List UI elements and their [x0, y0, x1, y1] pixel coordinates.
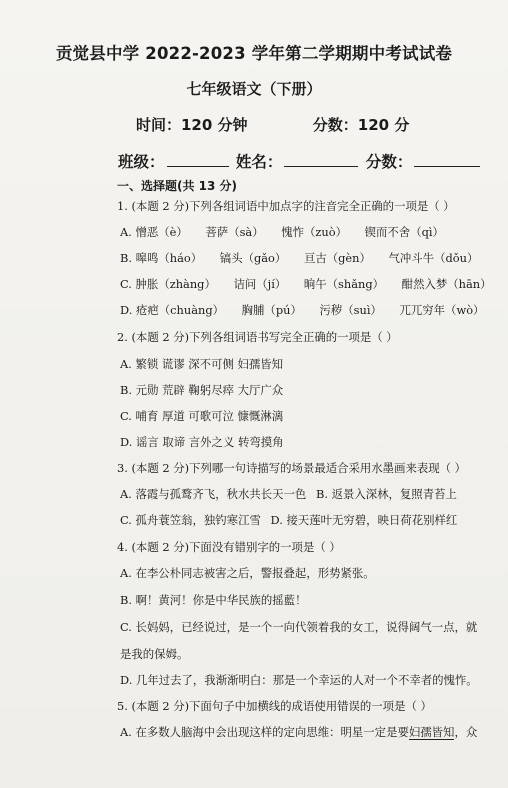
option-a: A. 落霞与孤鹜齐飞，秋水共长天一色: [120, 487, 307, 501]
question-5-option-a: [120, 724, 477, 740]
option-part: 兀兀穷年（wò）: [399, 303, 485, 317]
option-part: 酣然入梦（hān）: [401, 277, 492, 291]
option-part: 镐头（gǎo）: [219, 251, 287, 265]
option-c: C. 孤舟蓑笠翁，独钓寒江雪: [120, 513, 261, 527]
student-info-line: [118, 150, 482, 172]
option-part: C. 肿胀（zhàng）: [120, 277, 216, 291]
name-label: 姓名：: [235, 153, 283, 171]
question-4-option-b: B. 啊！黄河！你是中华民族的摇藍！: [120, 593, 307, 607]
question-2-option-a: A. 繁锁 谎谬 深不可侧 妇孺皆知: [120, 357, 284, 371]
exam-title: 贡觉县中学 2022-2023 学年第二学期期中考试试卷: [55, 44, 453, 63]
question-4-option-c: C. 长妈妈，已经说过，是一个一向代领着我的女工，说得阔气一点，就: [120, 620, 478, 634]
exam-total-score: 分数：120 分: [312, 116, 410, 134]
question-5-stem: 5. (本题 2 分)下面句子中加横线的成语使用错误的一项是（ ）: [117, 699, 432, 713]
question-4-option-d: D. 几年过去了，我渐渐明白：那是一个幸运的人对一个不幸者的愧怍。: [120, 673, 478, 687]
exam-subtitle: 七年级语文（下册）: [186, 80, 322, 98]
underlined-idiom: 妇孺皆知: [408, 725, 455, 739]
question-1-option-d: [120, 302, 498, 318]
question-2-option-b: B. 元勋 荒辟 鞠躬尽瘁 大厅广众: [120, 383, 284, 397]
option-part: 晌午（shǎng）: [303, 277, 385, 291]
option-part: 诘问（jí）: [233, 277, 287, 291]
option-part: 气冲斗牛（dǒu）: [388, 251, 479, 265]
option-text: A. 在多数人脑海中会出现这样的定向思维：明星一定是要: [120, 725, 409, 739]
question-4-stem: 4. (本题 2 分)下面没有错别字的一项是（ ）: [117, 540, 341, 554]
score-label: 分数：: [365, 153, 413, 171]
class-label: 班级：: [118, 153, 165, 171]
option-part: 亘古（gèn）: [303, 251, 371, 265]
section-heading: 一、选择题(共 13 分): [117, 179, 238, 193]
name-blank[interactable]: [284, 154, 358, 167]
question-3-options-ab: [120, 486, 457, 502]
question-3-options-cd: [120, 512, 457, 528]
question-2-option-d: D. 谣言 取谛 言外之义 转弯摸角: [120, 435, 284, 449]
question-4-option-c-cont: 是我的保姆。: [120, 647, 189, 661]
question-1-option-b: [120, 250, 492, 266]
class-blank[interactable]: [167, 154, 229, 167]
score-blank[interactable]: [414, 154, 480, 167]
question-1-option-a: [120, 224, 458, 240]
option-text-end: ，众: [454, 725, 478, 739]
option-part: 菩萨（sà）: [205, 225, 264, 239]
question-1-stem: 1. (本题 2 分)下列各组词语中加点字的注音完全正确的一项是（ ）: [117, 199, 455, 213]
option-part: A. 憎恶（è）: [120, 225, 188, 239]
option-part: 胸脯（pú）: [241, 303, 302, 317]
question-3-stem: 3. (本题 2 分)下列哪一句诗描写的场景最适合采用水墨画来表现（ ）: [117, 461, 467, 475]
question-1-option-c: [120, 276, 505, 292]
question-4-option-a: A. 在李公朴同志被害之后，警报叠起，形势紧张。: [120, 566, 375, 580]
option-part: 锲而不舍（qì）: [364, 225, 444, 239]
exam-time: 时间：120 分钟: [136, 116, 248, 134]
option-d: D. 接天莲叶无穷碧，映日荷花别样红: [270, 513, 458, 527]
question-2-stem: 2. (本题 2 分)下列各组词语书写完全正确的一项是（ ）: [117, 330, 398, 344]
question-2-option-c: C. 哺育 厚道 可歌可泣 慷慨淋漓: [120, 409, 284, 423]
option-part: 愧怍（zuò）: [281, 225, 347, 239]
option-b: B. 返景入深林，复照青苔上: [315, 487, 457, 501]
option-part: 污秽（suì）: [319, 303, 382, 317]
option-part: B. 嗥鸣（háo）: [120, 251, 203, 265]
option-part: D. 疮疤（chuàng）: [120, 303, 225, 317]
exam-time-score: [136, 114, 409, 135]
